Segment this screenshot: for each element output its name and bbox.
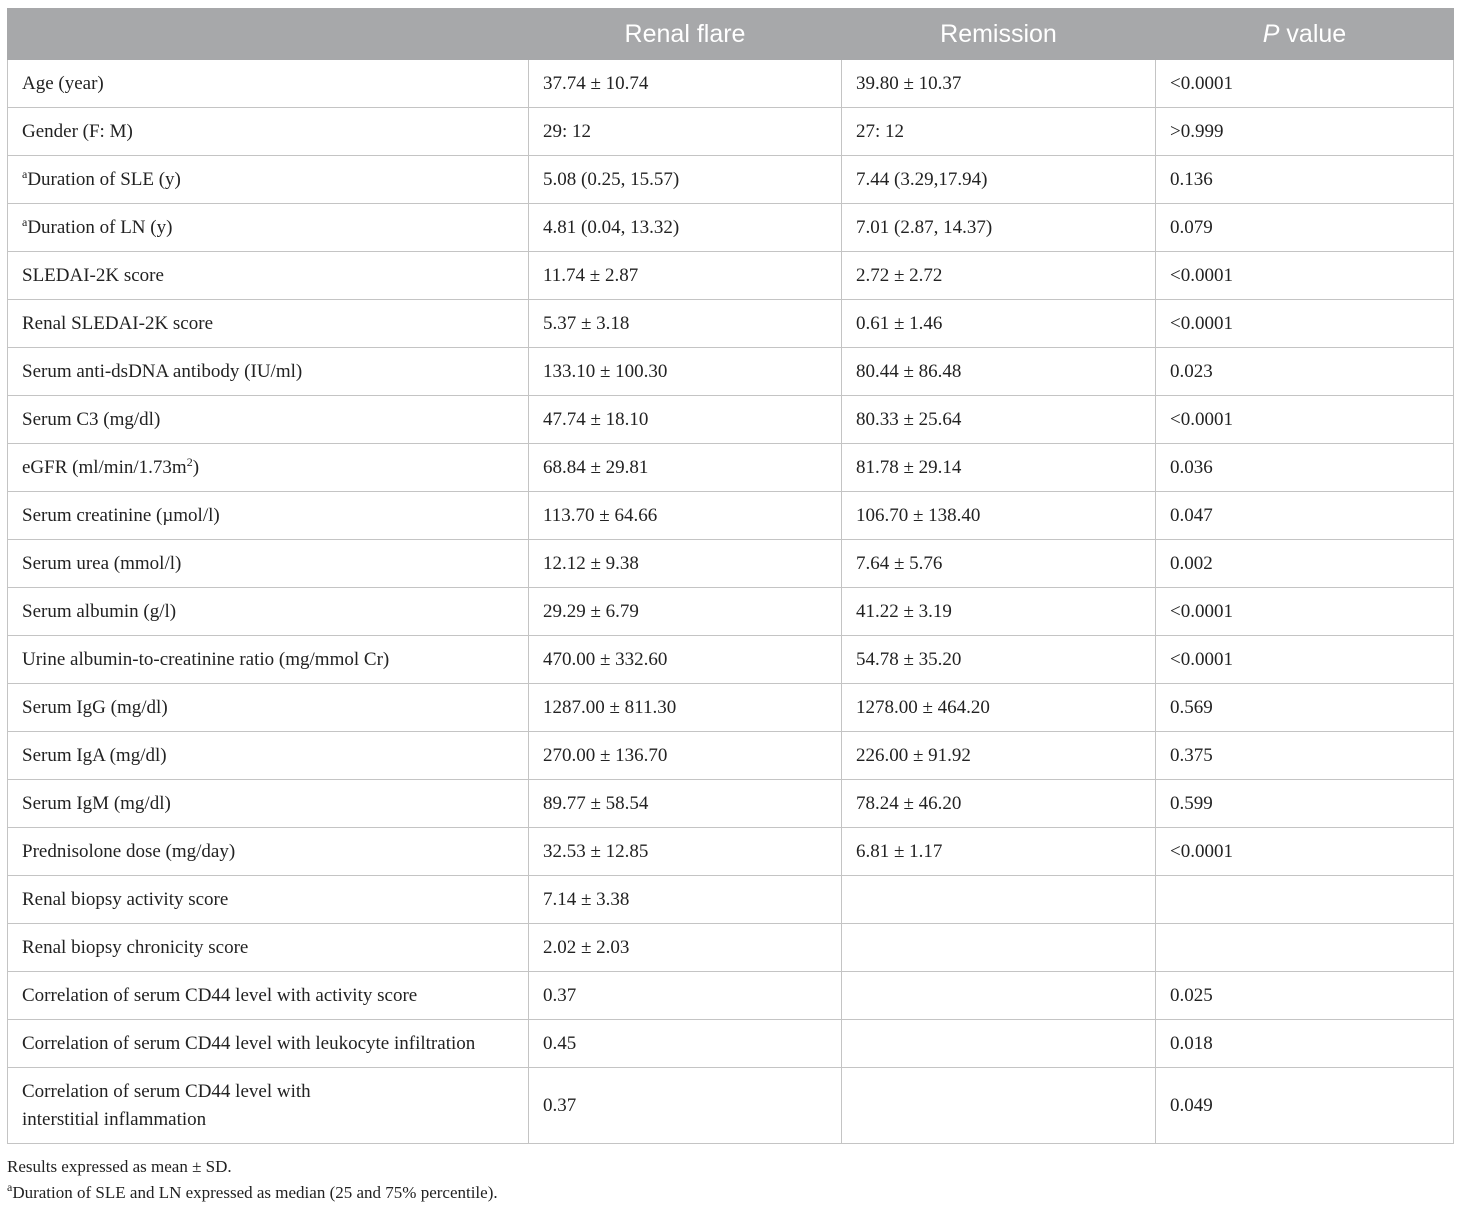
cell-remission: 7.01 (2.87, 14.37)	[842, 204, 1156, 252]
header-variable	[8, 9, 529, 60]
row-label-text: Serum albumin (g/l)	[22, 600, 177, 622]
cell-renal-flare: 29.29 ± 6.79	[529, 588, 842, 636]
cell-renal-flare: 5.37 ± 3.18	[529, 300, 842, 348]
footnote-median	[7, 1180, 498, 1203]
cell-remission: 78.24 ± 46.20	[842, 780, 1156, 828]
row-label	[8, 588, 529, 636]
cell-renal-flare: 32.53 ± 12.85	[529, 828, 842, 876]
cell-renal-flare: 47.74 ± 18.10	[529, 396, 842, 444]
table-header	[8, 9, 1454, 60]
cell-p-value: 0.002	[1156, 540, 1454, 588]
header-p-letter: P	[1262, 19, 1280, 48]
footnote-median-text: Duration of SLE and LN expressed as median (25 and 75% percentile).	[12, 1183, 498, 1202]
row-label-text: Serum C3 (mg/dl)	[22, 408, 161, 430]
cell-p-value	[1156, 876, 1454, 924]
cell-p-value: 0.599	[1156, 780, 1454, 828]
cell-p-value: <0.0001	[1156, 636, 1454, 684]
row-label-text: Urine albumin-to-creatinine ratio (mg/mmol Cr)	[22, 648, 390, 670]
cell-p-value: <0.0001	[1156, 252, 1454, 300]
cell-p-value: 0.569	[1156, 684, 1454, 732]
cell-p-value: >0.999	[1156, 108, 1454, 156]
row-label-text: Gender (F: M)	[22, 120, 133, 142]
row-label	[8, 828, 529, 876]
table-row	[8, 252, 1454, 300]
cell-p-value: <0.0001	[1156, 60, 1454, 108]
row-label	[8, 492, 529, 540]
row-label	[8, 540, 529, 588]
row-label-text: Serum IgG (mg/dl)	[22, 696, 168, 718]
table-row	[8, 300, 1454, 348]
cell-p-value: <0.0001	[1156, 396, 1454, 444]
cell-remission: 54.78 ± 35.20	[842, 636, 1156, 684]
row-label-text: Age (year)	[22, 72, 104, 94]
data-table	[7, 8, 1454, 1144]
row-label-text: Serum creatinine (µmol/l)	[22, 504, 220, 526]
cell-renal-flare: 0.37	[529, 972, 842, 1020]
cell-renal-flare: 470.00 ± 332.60	[529, 636, 842, 684]
row-label-text: Correlation of serum CD44 level with activity score	[22, 984, 418, 1006]
cell-p-value	[1156, 924, 1454, 972]
cell-renal-flare: 7.14 ± 3.38	[529, 876, 842, 924]
table-row	[8, 780, 1454, 828]
table-row	[8, 732, 1454, 780]
row-label	[8, 924, 529, 972]
cell-p-value: 0.025	[1156, 972, 1454, 1020]
table-row	[8, 492, 1454, 540]
header-renal-flare: Renal flare	[529, 9, 842, 60]
cell-remission	[842, 1068, 1156, 1144]
cell-remission: 1278.00 ± 464.20	[842, 684, 1156, 732]
cell-renal-flare: 1287.00 ± 811.30	[529, 684, 842, 732]
row-label	[8, 876, 529, 924]
table-row	[8, 972, 1454, 1020]
cell-p-value: 0.023	[1156, 348, 1454, 396]
cell-renal-flare: 12.12 ± 9.38	[529, 540, 842, 588]
row-label	[8, 348, 529, 396]
cell-remission: 7.64 ± 5.76	[842, 540, 1156, 588]
table-row	[8, 348, 1454, 396]
row-label-text: Duration of LN (y)	[27, 216, 173, 238]
cell-renal-flare: 133.10 ± 100.30	[529, 348, 842, 396]
cell-p-value: 0.018	[1156, 1020, 1454, 1068]
table-body	[8, 60, 1454, 1144]
row-label	[8, 1068, 529, 1144]
cell-remission: 80.44 ± 86.48	[842, 348, 1156, 396]
superscript-exponent: 2	[186, 454, 193, 469]
cell-p-value: 0.079	[1156, 204, 1454, 252]
row-label-line2: interstitial inflammation	[22, 1108, 207, 1130]
row-label-end: )	[192, 456, 200, 478]
header-value-word: value	[1279, 19, 1347, 48]
cell-renal-flare: 2.02 ± 2.03	[529, 924, 842, 972]
cell-p-value: 0.375	[1156, 732, 1454, 780]
cell-p-value: <0.0001	[1156, 588, 1454, 636]
row-label-text: Serum IgA (mg/dl)	[22, 744, 167, 766]
cell-renal-flare: 89.77 ± 58.54	[529, 780, 842, 828]
table-row	[8, 156, 1454, 204]
cell-p-value: 0.047	[1156, 492, 1454, 540]
table-row	[8, 540, 1454, 588]
table-row	[8, 876, 1454, 924]
cell-remission: 2.72 ± 2.72	[842, 252, 1156, 300]
row-label	[8, 444, 529, 492]
table-row	[8, 204, 1454, 252]
cell-remission: 27: 12	[842, 108, 1156, 156]
row-label	[8, 972, 529, 1020]
row-label-line1: Correlation of serum CD44 level with	[22, 1080, 311, 1102]
table-row	[8, 444, 1454, 492]
row-label-text: Serum IgM (mg/dl)	[22, 792, 171, 814]
row-label-text: Duration of SLE (y)	[27, 168, 181, 190]
cell-renal-flare: 0.37	[529, 1068, 842, 1144]
cell-remission: 6.81 ± 1.17	[842, 828, 1156, 876]
row-label-text: Correlation of serum CD44 level with leukocyte infiltration	[22, 1032, 476, 1054]
row-label-text: Renal biopsy chronicity score	[22, 936, 249, 958]
cell-renal-flare: 0.45	[529, 1020, 842, 1068]
row-label	[8, 300, 529, 348]
table-row	[8, 396, 1454, 444]
row-label-text: Prednisolone dose (mg/day)	[22, 840, 236, 862]
cell-renal-flare: 37.74 ± 10.74	[529, 60, 842, 108]
table-container	[7, 8, 1453, 1144]
row-label	[8, 108, 529, 156]
cell-renal-flare: 5.08 (0.25, 15.57)	[529, 156, 842, 204]
cell-renal-flare: 270.00 ± 136.70	[529, 732, 842, 780]
row-label-text: eGFR (ml/min/1.73m	[22, 456, 187, 478]
table-row	[8, 636, 1454, 684]
row-label	[8, 156, 529, 204]
header-p-value	[1156, 9, 1454, 60]
table-row	[8, 108, 1454, 156]
header-row	[8, 9, 1454, 60]
row-label	[8, 780, 529, 828]
cell-p-value: <0.0001	[1156, 300, 1454, 348]
row-label-text: Serum anti-dsDNA antibody (IU/ml)	[22, 360, 303, 382]
cell-remission	[842, 924, 1156, 972]
footnote-mean-sd: Results expressed as mean ± SD.	[7, 1157, 232, 1176]
cell-remission: 41.22 ± 3.19	[842, 588, 1156, 636]
row-label	[8, 204, 529, 252]
row-label	[8, 684, 529, 732]
cell-remission	[842, 972, 1156, 1020]
cell-p-value: 0.136	[1156, 156, 1454, 204]
cell-remission: 0.61 ± 1.46	[842, 300, 1156, 348]
cell-renal-flare: 11.74 ± 2.87	[529, 252, 842, 300]
cell-remission: 7.44 (3.29,17.94)	[842, 156, 1156, 204]
cell-renal-flare: 113.70 ± 64.66	[529, 492, 842, 540]
table-row	[8, 684, 1454, 732]
cell-p-value: 0.049	[1156, 1068, 1454, 1144]
cell-p-value: <0.0001	[1156, 828, 1454, 876]
row-label	[8, 396, 529, 444]
table-row	[8, 1020, 1454, 1068]
footnote-marker: a	[22, 214, 28, 229]
cell-remission	[842, 1020, 1156, 1068]
row-label	[8, 732, 529, 780]
footnote-marker: a	[22, 166, 28, 181]
cell-p-value: 0.036	[1156, 444, 1454, 492]
row-label-text: Serum urea (mmol/l)	[22, 552, 182, 574]
header-remission: Remission	[842, 9, 1156, 60]
table-row	[8, 1068, 1454, 1144]
row-label-text: SLEDAI-2K score	[22, 264, 164, 286]
cell-remission: 80.33 ± 25.64	[842, 396, 1156, 444]
cell-remission: 106.70 ± 138.40	[842, 492, 1156, 540]
row-label	[8, 636, 529, 684]
cell-remission	[842, 876, 1156, 924]
cell-renal-flare: 29: 12	[529, 108, 842, 156]
table-row	[8, 828, 1454, 876]
row-label	[8, 60, 529, 108]
cell-remission: 81.78 ± 29.14	[842, 444, 1156, 492]
cell-renal-flare: 68.84 ± 29.81	[529, 444, 842, 492]
cell-remission: 39.80 ± 10.37	[842, 60, 1156, 108]
row-label	[8, 1020, 529, 1068]
table-row	[8, 924, 1454, 972]
table-row	[8, 588, 1454, 636]
cell-remission: 226.00 ± 91.92	[842, 732, 1156, 780]
row-label-text: Renal biopsy activity score	[22, 888, 229, 910]
row-label-text: Renal SLEDAI-2K score	[22, 312, 214, 334]
row-label	[8, 252, 529, 300]
table-row	[8, 60, 1454, 108]
footnote-marker: a	[7, 1180, 13, 1194]
cell-renal-flare: 4.81 (0.04, 13.32)	[529, 204, 842, 252]
